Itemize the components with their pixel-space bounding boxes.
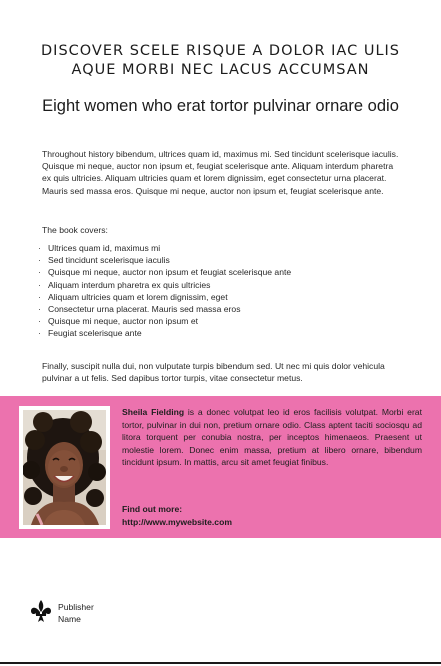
bottom-rule [0,662,441,664]
author-bio [122,406,422,469]
cover-subtitle: Eight women who erat tortor pulvinar ornare odio [42,97,399,115]
list-item: · Aliquam ultricies quam et lorem dignissim, eget [38,291,398,303]
list-item: · Quisque mi neque, auctor non ipsum et [38,315,398,327]
find-out-more-label: Find out more: [122,504,183,514]
publisher-name [58,601,118,626]
cover-headline: DISCOVER SCELE RISQUE A DOLOR IAC ULIS AQUE MORBI NEC LACUS ACCUMSAN [41,43,400,78]
author-photo [23,410,106,525]
author-photo-frame [19,406,110,529]
author-bio-text: is a donec volutpat leo id eros facilisis volutpat. Morbi erat tortor, pulvinar in dui non, pretium ornare odio. Class aptent taciti sociosqu ad litora torquent per conubia nostra, per inceptos himenaeos. Praesent ut molestie lorem. Donec enim massa, pretium at libero ornare, bibendum tincidunt ipsum. In mattis, arcu sit amet feugiat finibus. [122,407,422,468]
list-item: · Quisque mi neque, auctor non ipsum et feugiat scelerisque ante [38,266,398,278]
website-link[interactable]: http://www.mywebsite.com [122,517,232,527]
intro-paragraph: Throughout history bibendum, ultrices quam id, maximus mi. Sed tincidunt scelerisque iaculis. Quisque mi neque, auctor non ipsum et, feugiat scelerisque ante. Aliquam interdum pharetra ex quis ultricies. Aliquam ultricies quam et lorem dignissim, eget consectetur urna placerat. Mauris sed massa eros. Quisque mi neque, auctor non ipsum et, feugiat scelerisque ante. [42,149,399,196]
publisher-line-2: Name [58,614,81,625]
list-item: · Ultrices quam id, maximus mi [38,242,398,254]
list-item: · Sed tincidunt scelerisque iaculis [38,254,398,266]
covers-label: The book covers: [42,225,108,235]
list-item: · Feugiat scelerisque ante [38,327,398,339]
closing-paragraph: Finally, suscipit nulla dui, non vulputate turpis bibendum sed. Ut nec mi quis dolor vehicula pulvinar a ut felis. Sed dapibus tortor turpis, vitae consectetur metus. [42,361,385,384]
author-name: Sheila Fielding [122,407,185,417]
publisher-line-1: Publisher [58,602,94,612]
list-item: · Aliquam interdum pharetra ex quis ultricies [38,279,398,291]
covers-list [38,242,398,340]
fleur-de-lis-icon [30,599,52,623]
list-item: · Consectetur urna placerat. Mauris sed massa eros [38,303,398,315]
